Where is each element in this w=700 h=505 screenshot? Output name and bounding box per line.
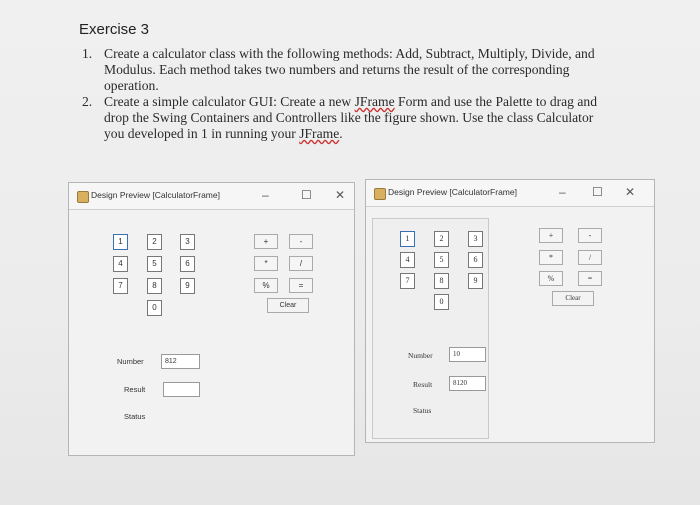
minimize-button[interactable]: – <box>559 185 566 199</box>
item-number: 2. <box>82 94 93 109</box>
number-field[interactable]: 812 <box>161 354 200 369</box>
digit-6-button[interactable]: 6 <box>180 256 195 272</box>
equals-button[interactable]: = <box>578 271 602 286</box>
digit-5-button[interactable]: 5 <box>147 256 162 272</box>
calculator-panel <box>372 218 489 439</box>
maximize-button[interactable]: ☐ <box>301 188 312 202</box>
add-button[interactable]: + <box>539 228 563 243</box>
digit-3-button[interactable]: 3 <box>468 231 483 247</box>
close-button[interactable]: ✕ <box>625 185 636 199</box>
jframe-term: JFrame <box>354 94 395 109</box>
digit-7-button[interactable]: 7 <box>113 278 128 294</box>
exercise-list <box>82 46 602 142</box>
window-title: Design Preview [CalculatorFrame] <box>91 190 220 200</box>
title-bar <box>69 183 354 210</box>
result-field[interactable]: 8120 <box>449 376 486 391</box>
list-item <box>82 94 602 142</box>
item-number: 1. <box>82 46 93 61</box>
digit-8-button[interactable]: 8 <box>147 278 162 294</box>
minimize-button[interactable]: – <box>262 188 269 202</box>
multiply-button[interactable]: * <box>254 256 278 271</box>
digit-1-button[interactable]: 1 <box>400 231 415 247</box>
digit-2-button[interactable]: 2 <box>434 231 449 247</box>
digit-8-button[interactable]: 8 <box>434 273 449 289</box>
window-title: Design Preview [CalculatorFrame] <box>388 187 517 197</box>
status-label: Status <box>413 406 432 415</box>
java-icon <box>77 191 89 203</box>
digit-4-button[interactable]: 4 <box>113 256 128 272</box>
digit-9-button[interactable]: 9 <box>180 278 195 294</box>
multiply-button[interactable]: * <box>539 250 563 265</box>
digit-3-button[interactable]: 3 <box>180 234 195 250</box>
digit-7-button[interactable]: 7 <box>400 273 415 289</box>
clear-button[interactable]: Clear <box>552 291 594 306</box>
item-text: Form and use the Palette to drag and drop the Swing Containers and Controllers like the figure shown. Use the class Calculator you developed in 1 in running your <box>104 94 598 141</box>
digit-9-button[interactable]: 9 <box>468 273 483 289</box>
maximize-button[interactable]: ☐ <box>592 185 603 199</box>
equals-button[interactable]: = <box>289 278 313 293</box>
digit-6-button[interactable]: 6 <box>468 252 483 268</box>
clear-button[interactable]: Clear <box>267 298 309 313</box>
digit-0-button[interactable]: 0 <box>147 300 162 316</box>
status-label: Status <box>124 412 146 421</box>
divide-button[interactable]: / <box>289 256 313 271</box>
item-text: Create a calculator class with the following methods: Add, Subtract, Multiply, Divide, and Modulus. Each method takes two numbers and returns the result of the corresponding operation. <box>104 46 595 93</box>
subtract-button[interactable]: - <box>578 228 602 243</box>
divide-button[interactable]: / <box>578 250 602 265</box>
digit-0-button[interactable]: 0 <box>434 294 449 310</box>
java-icon <box>374 188 386 200</box>
exercise-title: Exercise 3 <box>79 21 150 38</box>
item-text: Create a simple calculator GUI: Create a new <box>104 94 355 109</box>
modulus-button[interactable]: % <box>539 271 563 286</box>
jframe-term: JFrame <box>299 126 340 141</box>
result-label: Result <box>124 385 146 394</box>
title-bar <box>366 180 654 207</box>
subtract-button[interactable]: - <box>289 234 313 249</box>
number-label: Number <box>117 357 144 366</box>
digit-5-button[interactable]: 5 <box>434 252 449 268</box>
result-field[interactable] <box>163 382 200 397</box>
number-field[interactable]: 10 <box>449 347 486 362</box>
digit-2-button[interactable]: 2 <box>147 234 162 250</box>
design-preview-left <box>68 182 355 456</box>
result-label: Result <box>413 380 433 389</box>
list-item <box>82 46 602 94</box>
add-button[interactable]: + <box>254 234 278 249</box>
item-text: . <box>339 126 343 141</box>
number-label: Number <box>408 351 433 360</box>
digit-1-button[interactable]: 1 <box>113 234 128 250</box>
close-button[interactable]: ✕ <box>335 188 346 202</box>
digit-4-button[interactable]: 4 <box>400 252 415 268</box>
modulus-button[interactable]: % <box>254 278 278 293</box>
